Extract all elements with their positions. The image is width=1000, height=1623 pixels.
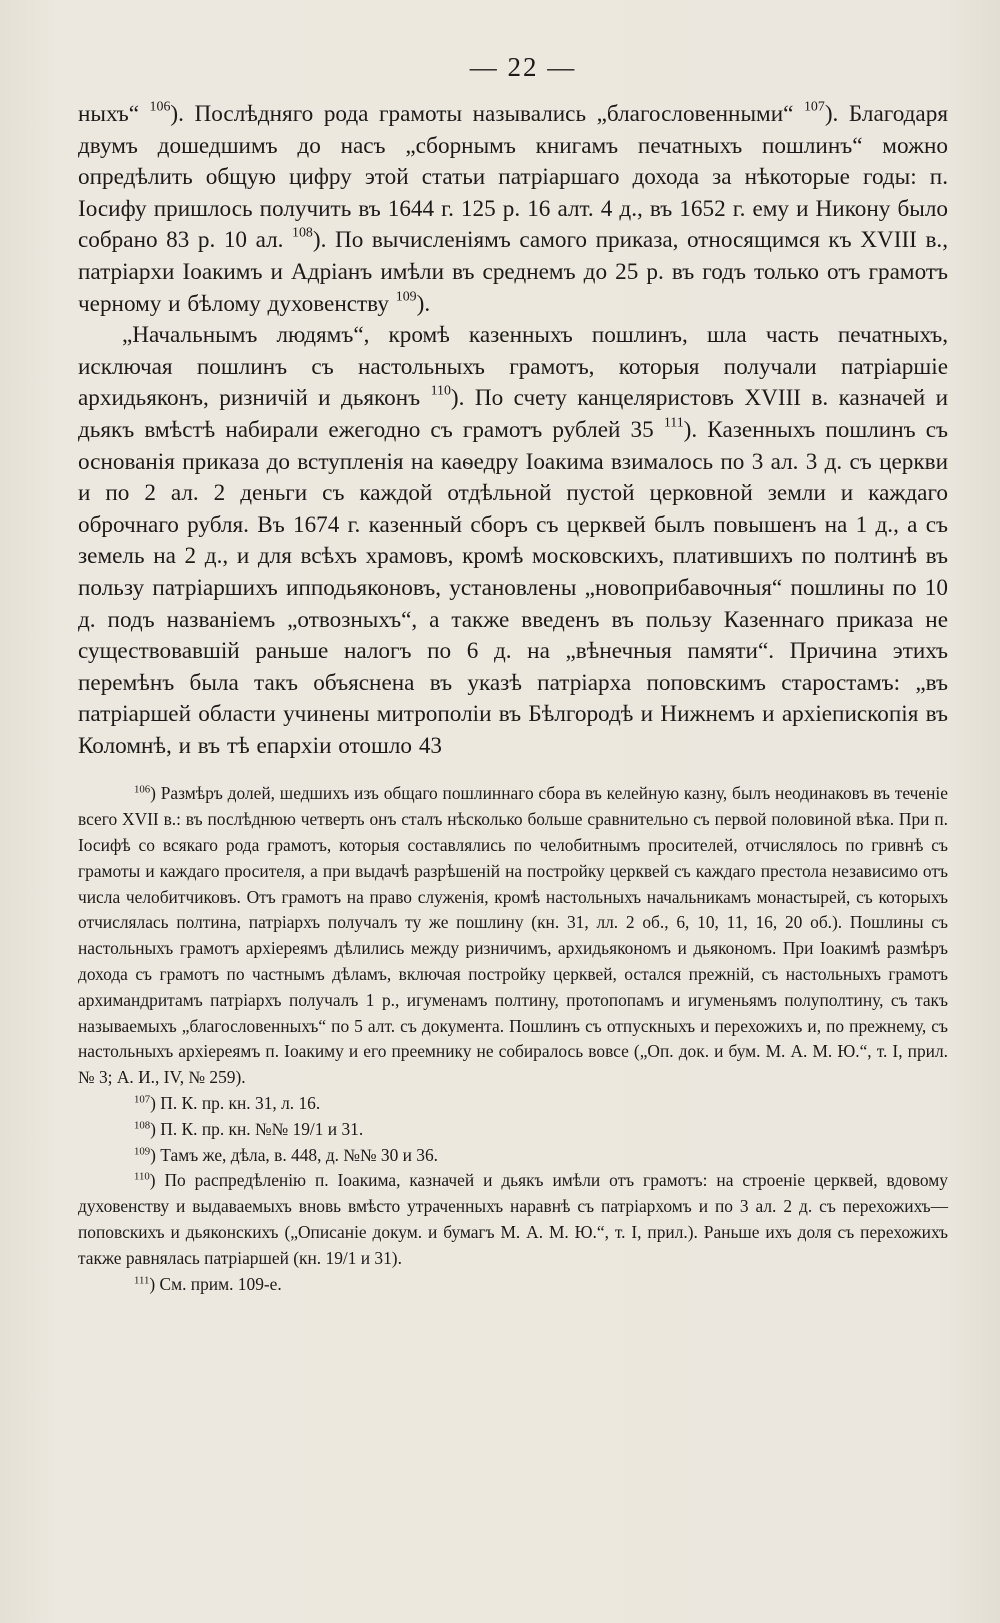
footnote xyxy=(78,1168,948,1271)
footnote-number: 109 xyxy=(134,1145,151,1158)
footnote-number: 110 xyxy=(134,1170,150,1183)
footnote-text: ) Тамъ же, дѣла, в. 448, д. №№ 30 и 36. xyxy=(150,1144,439,1165)
footnote-ref: 109 xyxy=(395,289,417,305)
footnote-ref: 107 xyxy=(803,99,825,115)
paragraph: ныхъ“ $^{106}$). Послѣдняго рода грамоты назывались „благословенными“ $^{107}$). Благодаря двумъ дошедшимъ до насъ „сборнымъ книгамъ печатныхъ пошлинъ“ можно опредѣлить общую цифру этой статьи патріаршаго дохода за нѣкоторые годы: п. Іосифу пришлось получить въ 1644 г. 125 р. 16 алт. 4 д., въ 1652 г. ему и Никону было собрано 83 р. 10 ал. $^{108}$). По вычисленіямъ самого приказа, относящимся къ XVIII в., патріархи Іоакимъ и Адріанъ имѣли въ среднемъ до 25 р. въ годъ только отъ грамотъ черному и бѣлому духовенству $^{109}$). xyxy=(78,99,948,317)
footnote-separator xyxy=(78,762,948,776)
footnote-number: 108 xyxy=(134,1119,151,1132)
page-number: — 22 — xyxy=(469,52,577,82)
footnote-ref: 108 xyxy=(292,225,313,241)
footnote xyxy=(78,781,948,1091)
footnote-ref: 111 xyxy=(663,415,684,431)
footnote-text: ) По распредѣленію п. Іоакима, казначей и дьякъ имѣли отъ грамотъ: на строеніе церквей, вдовому духовенству и выдаваемыхъ вновь вмѣсто утраченныхъ наравнѣ съ патріархомъ и по 3 ал. 2 д. съ перехожихъ—поповскихъ и дьяконскихъ („Описаніе докум. и бумагъ М. А. М. Ю.“, т. I, прил.). Раньше ихъ доля съ перехожихъ также равнялась патріаршей (кн. 19/1 и 31). xyxy=(78,1170,948,1268)
footnote-text: ) См. прим. 109-е. xyxy=(149,1273,282,1294)
footnote-text: ) П. К. пр. кн. 31, л. 16. xyxy=(150,1093,321,1114)
footnotes xyxy=(78,781,948,1297)
footnote xyxy=(78,1272,948,1298)
paragraph: „Начальнымъ людямъ“, кромѣ казенныхъ пошлинъ, шла часть печатныхъ, исключая пошлинъ съ настольныхъ грамотъ, которыя получали патріаршіе архидьяконъ, ризничій и дьяконъ $^{110}$). По счету канцеляристовъ XVIII в. казначей и дьякъ вмѣстѣ набирали ежегодно съ грамотъ рублей 35 $^{111}$). Казенныхъ пошлинъ съ основанія приказа до вступленія на каѳедру Іоакима взималось по 3 ал. 3 д. съ церкви и по 2 ал. 2 деньги съ каждой отдѣльной пустой церковной земли и каждаго оброчнаго рубля. Въ 1674 г. казенный сборъ съ церквей былъ повышенъ на 1 д., а съ земель на 2 д., и для всѣхъ храмовъ, кромѣ московскихъ, платившихъ по полтинѣ въ пользу патріаршихъ ипподьяконовъ, установлены „новоприбавочныя“ пошлины по 10 д. подъ названіемъ „отвозныхъ“, а также введенъ въ пользу Казеннаго приказа не существовавшій раньше налогъ по 6 д. на „вѣнечныя памяти“. Причина этихъ перемѣнъ была такъ объяснена въ указѣ патріарха поповскимъ старостамъ: „въ патріаршей области учинены митрополіи въ Бѣлгородѣ и Нижнемъ и архіепископія въ Коломнѣ, и въ тѣ епархіи отошло 43 xyxy=(78,322,948,759)
footnote-text: ) Размѣръ долей, шедшихъ изъ общаго пошлиннаго сбора въ келейную казну, былъ неодинаковъ въ теченіе всего XVII в.: въ послѣднюю четверть онъ сталъ нѣсколько больше сравнительно съ первой половиной вѣка. При п. Іосифѣ со всякаго рода грамотъ, которыя составлялись по челобитнымъ просителей, отчислялось по гривнѣ съ грамоты и каждаго просителя, а при выдачѣ разрѣшеній на постройку церквей съ каждаго престола независимо отъ числа челобитчиковъ. Отъ грамотъ на право служенія, кромѣ настольныхъ начальникамъ монастырей, съ которыхъ отчислялась полтина, патріархъ получалъ ту же пошлину (кн. 31, лл. 2 об., 6, 10, 11, 16, 20 об.). Пошлины съ настольныхъ грамотъ архіереямъ дѣлились между ризничимъ, архидьякономъ и дьякономъ. При Іоакимѣ размѣръ дохода съ грамотъ по частнымъ дѣламъ, включая постройку церквей, остался прежній, съ настольныхъ грамотъ архимандритамъ патріархъ получалъ 1 р., игуменамъ полтину, протопопамъ и игуменьямъ полуполтину, съ такъ называемыхъ „благословенныхъ“ по 5 алт. съ документа. Пошлинъ съ отпускныхъ и перехожихъ и, по прежнему, съ настольныхъ архіереямъ п. Іоакиму и его преемнику не собиралось вовсе („Оп. док. и бум. М. А. М. Ю.“, т. I, прил. № 3; А. И., IV, № 259). xyxy=(78,783,948,1088)
footnote-number: 111 xyxy=(134,1274,150,1287)
footnote-number: 106 xyxy=(134,784,151,796)
footnote xyxy=(78,1143,948,1169)
footnote-ref: 106 xyxy=(149,99,171,115)
footnote xyxy=(78,1117,948,1143)
footnote-text: ) П. К. пр. кн. №№ 19/1 и 31. xyxy=(150,1118,364,1139)
footnote-number: 107 xyxy=(134,1093,151,1106)
footnote xyxy=(78,1091,948,1117)
footnote-ref: 110 xyxy=(430,383,451,399)
main-text xyxy=(78,99,948,762)
